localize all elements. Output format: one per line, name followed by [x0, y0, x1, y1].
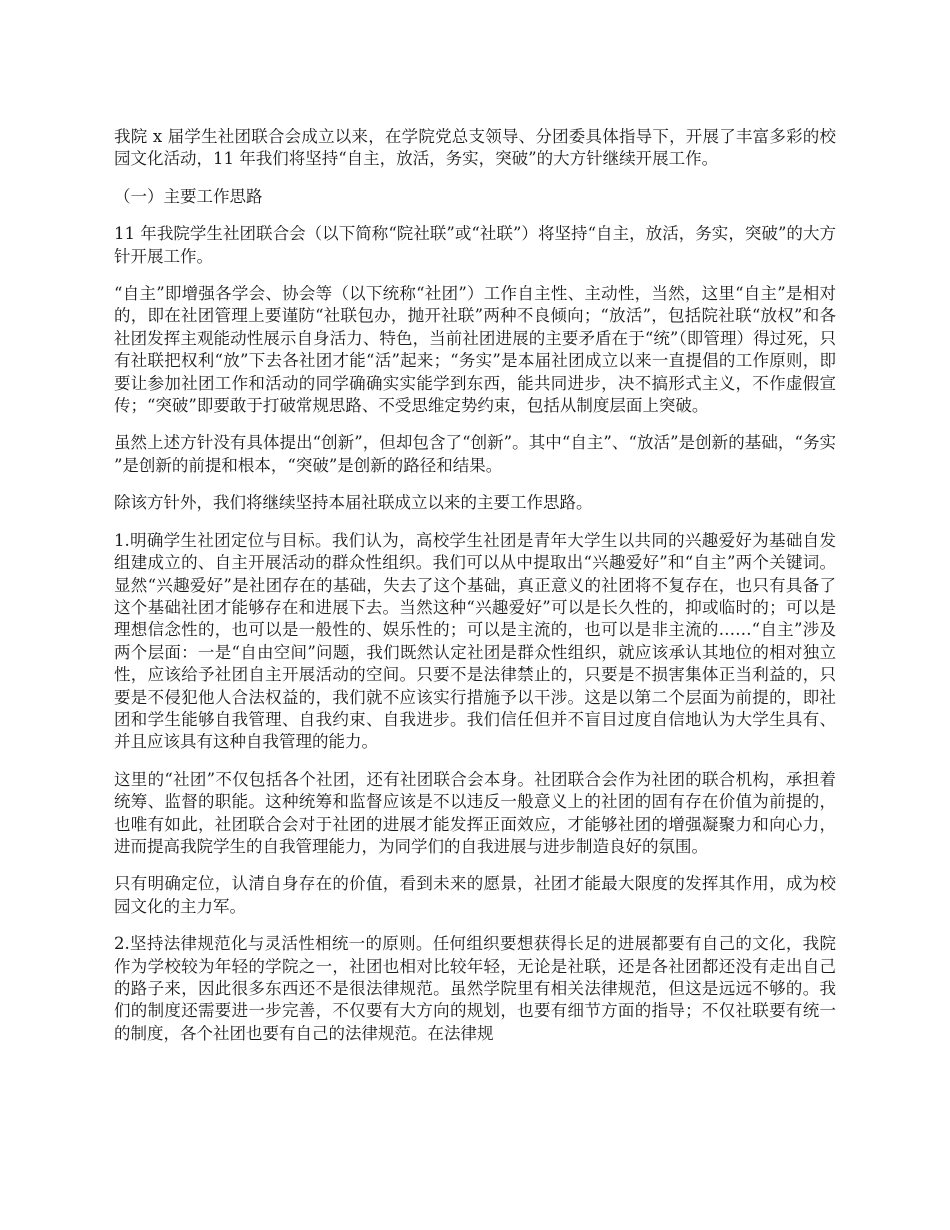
point-1-paragraph: 1.明确学生社团定位与目标。我们认为，高校学生社团是青年大学生以共同的兴趣爱好为基础自发组建成立的、自主开展活动的群众性组织。我们可以从中提取出“兴趣爱好”和“自主”两个关键词。显然“兴趣爱好”是社团存在的基础，失去了这个基础，真正意义的社团将不复存在，也只有具备了这个基础社团才能够存在和进展下去。当然这种“兴趣爱好”可以是长久性的，抑或临时的；可以是理想信念性的，也可以是一般性的、娱乐性的；可以是主流的，也可以是非主流的……“自主”涉及两个层面：一是“自由空间”问题，我们既然认定社团是群众性组织，就应该承认其地位的相对独立性，应该给予社团自主开展活动的空间。只要不是法律禁止的，只要是不损害集体正当利益的，只要是不侵犯他人合法权益的，我们就不应该实行措施予以干涉。这是以第二个层面为前提的，即社团和学生能够自我管理、自我约束、自我进步。我们信任但并不盲目过度自信地认为大学生具有、并且应该具有这种自我管理的能力。	[114, 530, 836, 752]
positioning-paragraph: 只有明确定位，认清自身存在的价值，看到未来的愿景，社团才能最大限度的发挥其作用，成为校园文化的主力军。	[114, 874, 836, 916]
innovation-paragraph: 虽然上述方针没有具体提出“创新”，但却包含了“创新”。其中“自主”、“放活”是创新的基础，“务实”是创新的前提和根本，“突破”是创新的路径和结果。	[114, 433, 836, 475]
policy-explanation-paragraph: “自主”即增强各学会、协会等（以下统称“社团”）工作自主性、主动性，当然，这里“自主”是相对的，即在社团管理上要谨防“社联包办，抛开社联”两种不良倾向；“放活”，包括院社联“放权”和各社团发挥主观能动性展示自身活力、特色，当前社团进展的主要矛盾在于“统”（即管理）得过死，只有社联把权利“放”下去各社团才能“活”起来；“务实”是本届社团成立以来一直提倡的工作原则，即要让参加社团工作和活动的同学确确实实能学到东西，能共同进步，决不搞形式主义，不作虚假宣传；“突破”即要敢于打破常规思路、不受思维定势约束，包括从制度层面上突破。	[114, 284, 836, 416]
continuation-paragraph: 除该方针外，我们将继续坚持本届社联成立以来的主要工作思路。	[114, 493, 593, 513]
intro-paragraph: 我院 x 届学生社团联合会成立以来，在学院党总支领导、分团委具体指导下，开展了丰富多彩的校园文化活动，11 年我们将坚持“自主，放活，务实，突破”的大方针继续开展工作。	[114, 127, 836, 169]
point-2-paragraph: 2.坚持法律规范化与灵活性相统一的原则。任何组织要想获得长足的进展都要有自己的文化，我院作为学校较为年轻的学院之一，社团也相对比较年轻，无论是社联，还是各社团都还没有走出自己的路子来，因此很多东西还不是很法律规范。虽然学院里有相关法律规范，但这是远远不够的。我们的制度还需要进一步完善，不仅要有大方向的规划，也要有细节方面的指导；不仅社联要有统一的制度，各个社团也要有自己的法律规范。在法律规	[114, 934, 836, 1043]
policy-paragraph: 11 年我院学生社团联合会（以下简称“院社联”或“社联”）将坚持“自主，放活，务实，突破”的大方针开展工作。	[114, 224, 836, 266]
federation-paragraph: 这里的“社团”不仅包括各个社团，还有社团联合会本身。社团联合会作为社团的联合机构，承担着统筹、监督的职能。这种统筹和监督应该是不以违反一般意义上的社团的固有存在价值为前提的，也唯有如此，社团联合会对于社团的进展才能发挥正面效应，才能够社团的增强凝聚力和向心力，进而提高我院学生的自我管理能力，为同学们的自我进展与进步制造良好的氛围。	[114, 769, 836, 856]
section-heading: （一）主要工作思路	[114, 186, 263, 206]
document-body	[114, 126, 836, 1060]
